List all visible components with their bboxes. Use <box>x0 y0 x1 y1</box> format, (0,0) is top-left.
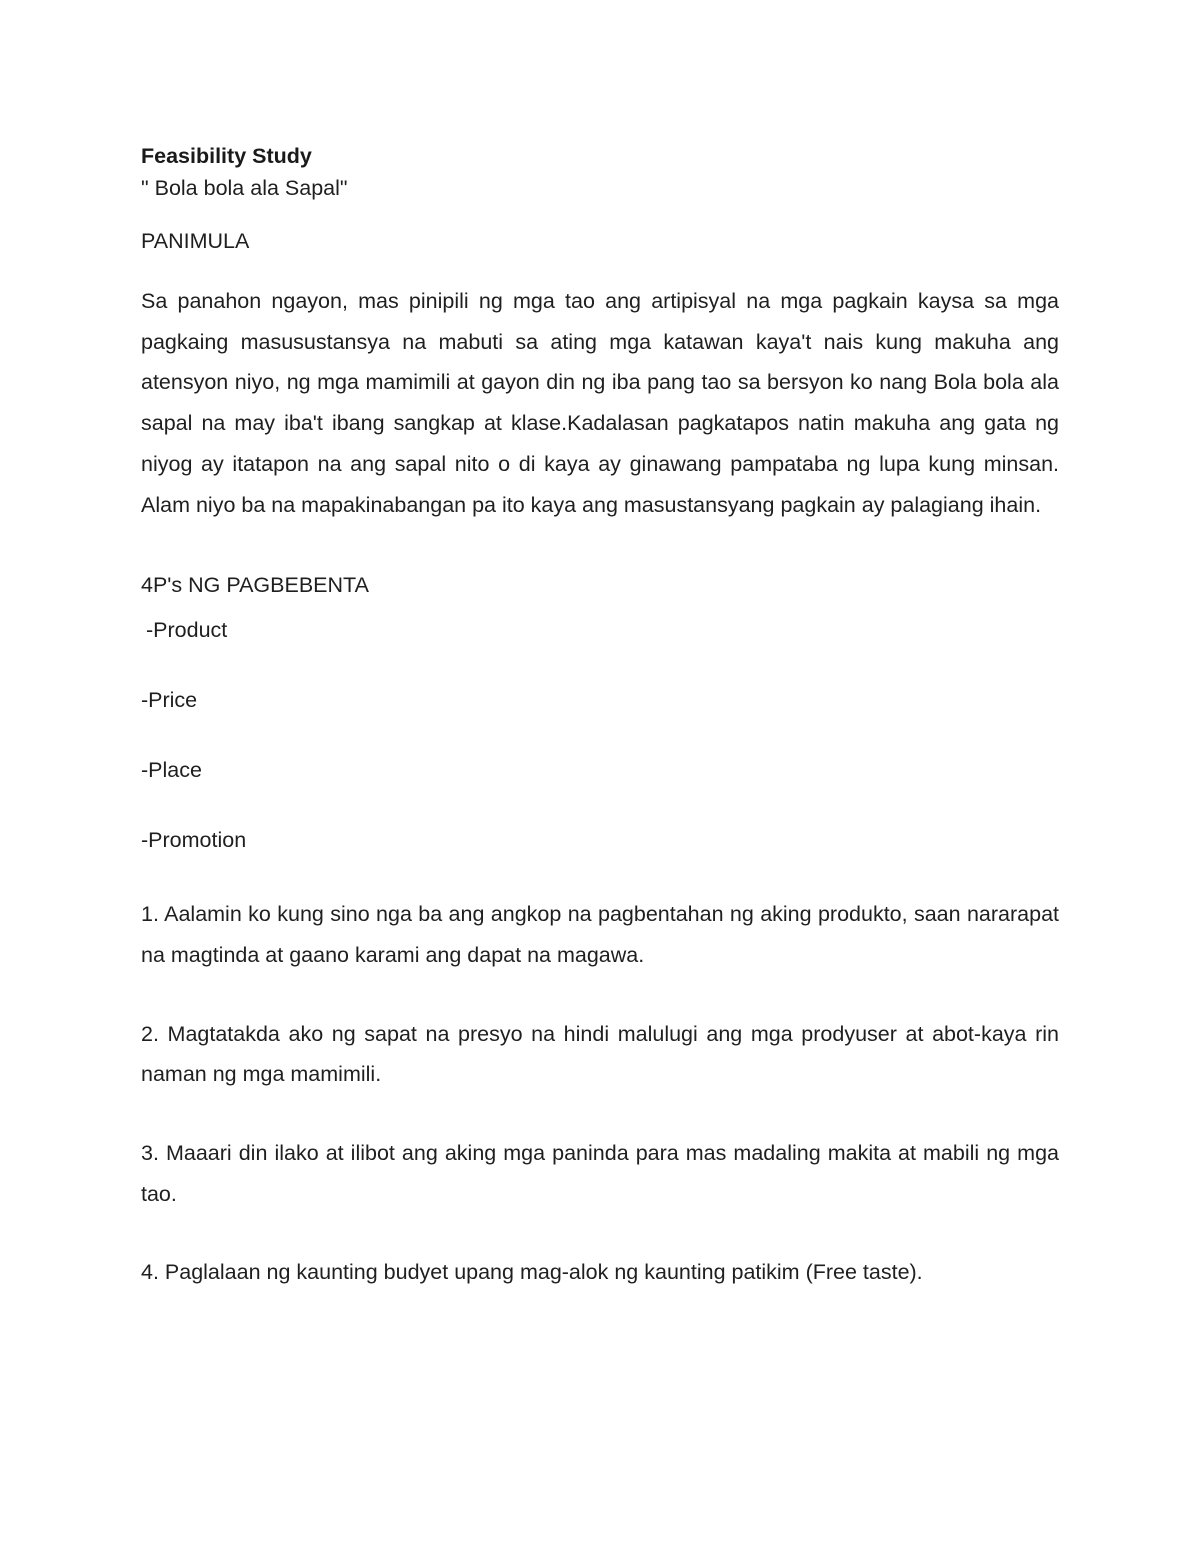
section-heading-panimula: PANIMULA <box>141 229 250 253</box>
section-heading-4ps: 4P's NG PAGBEBENTA <box>141 573 369 598</box>
document-title: Feasibility Study <box>141 144 312 168</box>
numbered-item-3: 3. Maaari din ilako at ilibot ang aking mga paninda para mas madaling makita at mabili ng mga tao. <box>141 1141 1059 1206</box>
document-body <box>141 140 1059 1293</box>
numbered-item-2: 2. Magtatakda ako ng sapat na presyo na hindi malulugi ang mga prodyuser at abot-kaya rin naman ng mga mamimili. <box>141 1021 1059 1087</box>
numbered-item-4: 4. Paglalaan ng kaunting budyet upang mag-alok ng kaunting patikim (Free taste). <box>141 1260 923 1285</box>
panimula-paragraph: Sa panahon ngayon, mas pinipili ng mga tao ang artipisyal na mga pagkain kaysa sa mga pagkaing masusustansya na mabuti sa ating mga katawan kaya't nais kung makuha ang atensyon niyo, ng mga mamimili at gayon din ng iba pang tao sa bersyon ko nang Bola bola ala sapal na may iba't ibang sangkap at klase.Kadalasan pagkatapos natin makuha ang gata ng niyog ay itatapon na ang sapal nito o di kaya ay ginawang pampataba ng lupa kung minsan. Alam niyo ba na mapakinabangan pa ito kaya ang masustansyang pagkain ay palagiang ihain. <box>141 289 1059 517</box>
fourps-list <box>141 614 1059 856</box>
fourps-item-promotion: -Promotion <box>141 828 247 853</box>
fourps-item-product: -Product <box>146 618 228 643</box>
document-subtitle: " Bola bola ala Sapal" <box>141 176 348 200</box>
fourps-item-price: -Price <box>141 688 198 713</box>
numbered-item-1: 1. Aalamin ko kung sino nga ba ang angkop na pagbentahan ng aking produkto, saan nararapat na magtinda at gaano karami ang dapat na magawa. <box>141 902 1059 967</box>
fourps-item-place: -Place <box>141 758 202 783</box>
